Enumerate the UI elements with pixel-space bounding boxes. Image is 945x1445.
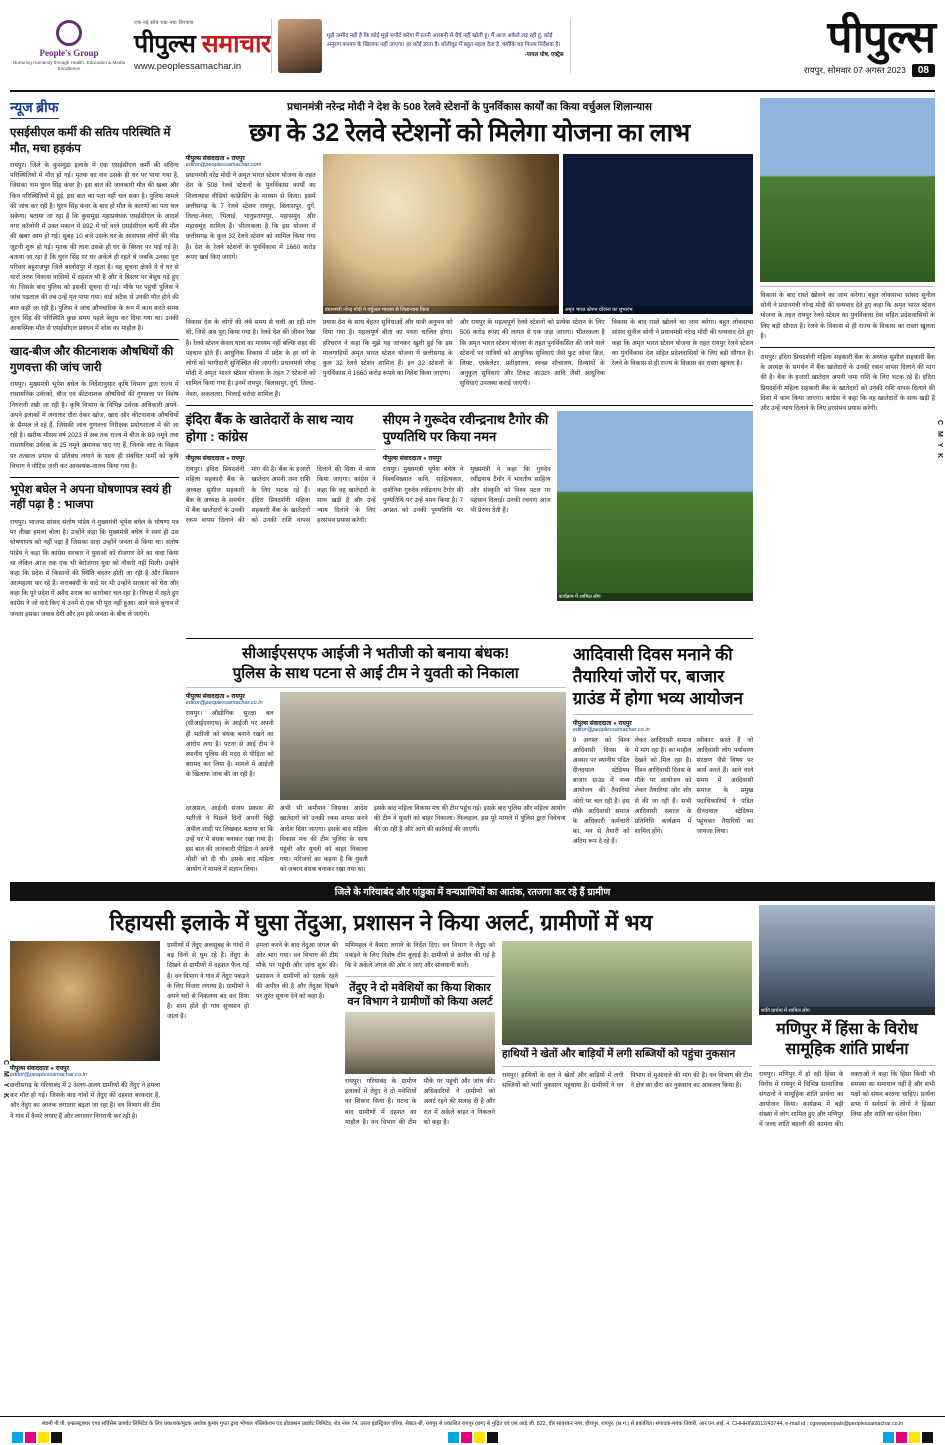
right-col-text-2: रायपुर। इंदिरा प्रियदर्शनी महिला सहकारी बैंक के अध्यक्ष सुशील सहकारी बैंक के अध्यक्ष के समर्थन में बैंक खातेदारों के उनकी रकम वापस दिलाने की मांग की है। बैंक के हजारों खातेदार अपनी जमा राशि के लिए भटक रहे हैं। इंदिरा प्रियदर्शनी महिला सहकारी बैंक के खातेदारों को उनकी राशि वापस दिलाने की दिशा में काम किया जाएगा। कांग्रेस ने कहा कि वह खातेदारों के साथ खड़ी है और उन्हें न्याय दिलाने के लिए हरसंभव प्रयास करेगी। (760, 353, 935, 412)
cyan-swatch-icon (883, 1432, 894, 1443)
indira-bank-story (186, 411, 376, 634)
cisf-byline (186, 692, 274, 700)
tagore-place: रायपुर (428, 456, 442, 463)
quote-text-wrap (327, 32, 564, 59)
divider (760, 286, 935, 287)
divider (383, 449, 551, 450)
leopard-place: रायपुर (55, 1065, 70, 1072)
brief-story-3-headline: भूपेश बघेल ने अपना घोषणापत्र स्वयं ही नहीं पढ़ा है : भाजपा (10, 483, 172, 512)
divider (186, 405, 754, 406)
lead-byline-name: पीपुल्स संवाददाता (185, 156, 225, 163)
indira-bank-headline: इंदिरा बैंक के खातेदारों के साथ न्याय होगा : कांग्रेस (185, 411, 354, 444)
cyan-swatch-icon (12, 1432, 23, 1443)
brief-story-1-text: रायपुर। जिले के कुसमुंडा इलाके में एक एसईसीएल कर्मी की संदिग्ध परिस्थितियों में मौत हो गई। मृतक का शव उसके ही घर पर पाया गया है, जिसका नाम घुरन सिंह कंवर है। इस बात की जानकारी मौत की खबर और किन परिस्थितियों में हुई, इस बात का पता नहीं चल सका है। पुलिस मामले की जांच कर रही है। घुरन सिंह कंवर के बाद हो मौत के कारणों का पता चल सकेगा। बताया जा रहा है कि कुसमुंडा महाप्रबंधक एसईसीएल के आदर्श नगर कॉलोनी में उक्त मकान में 892 में घरे वाले एसईसीएल कर्मी की मौत की खबर आम हो गई। सुबह 10 बजे उसके घर के आसपास लोगों की भीड़ जुटनी शुरू हो गई। मृतक की लाश उसके ही घर के बिस्तर पर पाई गई है। बताया जा रहा है कि घुरन सिंह पर घर अकेले ही रहते थे जबकि उनका पूरा परिवार बहुराजपुर जिले बालोदपुर में रहता है। यह सूचना क्षेत्रवे ये ये घर से चारों तरफ विकास वासियों में दहशत भी है और वे बिस्तर पर बेसुध पड़े हुए थे। जिसके बाद पुलिस को इसकी सूचना दी गई। मौके पर पहुंची पुलिस ने जांच पड़ताल की तब उन्हें मृत पाया गया। वार्ड अटैक से उनकी मौत होने की बात कही जा रही है। पुलिस ने जांच औपचारिक के रूप में काम करते समय घुरन सिंह की परिस्थिति कुछ समय पहले बेसुध कर दिया गया था। उनकी आकस्मिक मौत से एसईसीएल प्रबंधन में शोक का माहौल है। (10, 162, 179, 333)
cisf-headline-line1: सीआईएसएफ आईजी ने भतीजी को बनाया बंधक! (242, 645, 510, 663)
paper-logo (571, 12, 935, 77)
divider (186, 638, 754, 639)
leopard2-text: रायपुर। गरियाबंद के ग्रामीण इलाकों में तेंदुए ने दो मवेशियों का शिकार किया है। घटना के बाद ग्रामीणों में दहशत का माहौल है। वन विभाग की टीम मौके पर पहुंची और जांच की। अधिकारियों ने ग्रामीणों को अलर्ट रहने की सलाह दी है और रात में अकेले बाहर न निकलने को कहा है। (345, 1078, 495, 1126)
side-cmyk-left: C M Y K (2, 1060, 9, 1101)
indira-bank-byline-name: पीपुल्स संवाददाता (185, 456, 225, 463)
manipur-story (759, 905, 935, 1131)
cisf-story (186, 644, 566, 875)
tagore-photo-caption: कार्यक्रम में शामिल लोग (557, 593, 754, 601)
tagore-headline: सीएम ने गुरूदेव रवीन्द्रनाथ टैगोर की पुण्यतिथि पर किया नमन (382, 411, 549, 444)
leopard2-headline: तेंदुए ने दो मवेशियों का किया शिकार वन विभाग ने ग्रामीणों को किया अलर्ट (347, 981, 493, 1008)
byline-dot: ● (226, 456, 230, 463)
divider (186, 687, 566, 688)
cisf-col-2: दरअसल, आईजी संजय प्रकाश की भतीजी ने पिछले दिनों अपनी चिट्ठी अपील शादी पर लिखकर बताया था कि उन्हें घर में बंधक बनाकर रखा गया है। इस बात की जानकारी पीड़िता ने अपनी मौसी को दी थी। इसके बाद महिला आयोग ने मामले में संज्ञान लिया। (185, 805, 274, 874)
quote-text: मुझे उम्मीद नहीं है कि कोई मुझे सपोर्ट करेगा मैं इतनी आसानी से धैर्य नहीं खोती हूं। मैं आज अकेले लड़ रही हूं, कोई अनुराग कश्यप के खिलाफ नहीं जाएगा। हर कोई डरता है। बॉलीवुड में बहुत महत्व देता है, क्योंकि वह फिल्म निर्देशक है। (326, 33, 561, 48)
cisf-col-4: इसके बाद महिला विकास मंच की टीम पहुंच गई। इसके बाद पुलिस और महिला आयोग की टीम ने युवती को बाहर निकाला। फिलहाल, इस पूरे मामले में पुलिस द्वारा विवेचना की जा रही है और आगे की कार्रवाई की जाएगी। (373, 805, 566, 833)
cisf-email[interactable]: editor@peoplessamachar.co.in (185, 700, 263, 707)
tagore-byline (383, 454, 551, 462)
right-column (760, 98, 935, 876)
byline-dot: ● (226, 156, 230, 163)
manipur-photo-caption: शांति प्रार्थना में शामिल लोग (759, 1007, 935, 1015)
lead-place: रायपुर (231, 156, 245, 163)
tribal-place: रायपुर (618, 720, 632, 727)
lead-col-3: प्रयास देश के साथ बेहतर सुविधाओं और यात्री अनुभव को दिया गया है। महत्वपूर्ण बीता का पथरा चालित होगा। हरिचरण ने कहा कि मुझे यह जानकर खुशी हुई कि इस मालगाड़ियों अमृत भारत स्टेशन योजना में छत्तीसगढ़ के कुल 32 रेलवे स्टेशन शामिल हैं। इन 32 स्टेशनों के पुनर्विकास में 1660 करोड़ रूपये का निवेश किया जाएगा। (322, 319, 453, 378)
leopard2-photo (345, 1012, 495, 1074)
side-cmyk-right: C M Y K (936, 420, 943, 461)
lead-col-5: विकास के बाद रास्ते खोलने का जाम करेगा। बहुत लोकसभा सांसद सुनील सोनी ने प्रधानमंत्री नरेन्द्र मोदी की धन्यवाद देते हुए कहा कि अमृत भारत स्टेशन योजना के तहत रायपुर रेलवे स्टेशन का पुनर्विकास देश सहित प्रदेशवासियों के लिए बड़ी सौगात है। रेलवे के विकास से ही राज्य के विकास का रास्ता खुलता है। (611, 319, 754, 367)
divider (759, 1065, 935, 1066)
brief-story-1-headline: एसईसीएल कर्मी की सतिय परिस्थिति में मौत, मचा हड़कंप (10, 127, 171, 155)
cisf-headline-line2: पुलिस के साथ पटना से आई टीम ने युवती को निकाला (232, 664, 519, 682)
right-col-text: विकास के बाद रास्ते खोलने का जाम करेगा। बहुत लोकसभा सांसद सुनील सोनी ने प्रधानमंत्री नरेन्द्र मोदी की धन्यवाद देते हुए कहा कि अमृत भारत स्टेशन योजना के तहत रायपुर रेलवे स्टेशन का पुनर्विकास देश सहित प्रदेशवासियों के लिए बड़ी सौगात है। रेलवे के विकास से ही राज्य के विकास का रास्ता खुलता है। (760, 292, 935, 340)
manipur-text: रायपुर। मणिपुर में हो रही हिंसा के विरोध में रायपुर में विभिन्न सामाजिक संगठनों ने सामूहिक शांति प्रार्थना का आयोजन किया। कार्यक्रम में बड़ी संख्या में लोग शामिल हुए और मणिपुर में जल्द शांति बहाली की कामना की। वक्ताओं ने कहा कि हिंसा किसी भी समस्या का समाधान नहीं है और सभी पक्षों को संयम बरतना चाहिए। प्रार्थना सभा में सर्वधर्म के लोगों ने हिस्सा लिया और शांति का संदेश दिया। (759, 1070, 935, 1129)
brief-story-2-text: रायपुर। मुख्यमंत्री भूपेश बघेल के निर्देशानुसार कृषि विभाग द्वारा राज्य में रासायनिक उर्वरकों, बीज एवं कीटनाशक औषधियों की गुणवत्ता पर विशेष निगरानी रखी जा रही है। कृषि विभाग के विभिन्न उर्वरक अधिकारी अपने-अपने इलाकों में लगातार दौरा देकर खोज, खाद और कीटनाशक औषधियों के सैम्पल ले रहे हैं, जिसकी जांच गुणवत्ता निरीक्षक प्रयोगशाला में की जा रही है। खरीफ मौसम वर्ष 2023 में अब तक राज्य में बीज के 89 नमूने तथा रासायनिक उर्वरक के 25 नमूने अमानक पाए गए हैं, जिनके लाट के विक्रय पर तत्काल प्रभाव से प्रतिबंध लगाने के साथ ही संबंधित फर्मों को कृषि विभाग ने नोटिस जारी कर आवश्यक-तालव किया गया है। (10, 381, 179, 470)
magenta-swatch-icon (896, 1432, 907, 1443)
center-column (186, 98, 754, 876)
elephant-story (502, 941, 752, 1128)
cisf-byline-name: पीपुल्स संवाददाता (185, 694, 225, 701)
manipur-headline: मणिपुर में हिंसा के विरोध सामूहिक शांति प्रार्थना (776, 1020, 918, 1059)
footer (0, 1416, 945, 1445)
lead-col-4: और रायपुर के महत्वपूर्ण रेलवे स्टेशनों को प्रत्येक स्टेशन के लिए 500 करोड़ रूपए की लागत से एक जड़ा जाएगा। भीतरकला है कि अमृत भारत स्टेशन योजना के तहत पुनर्विकसित की जाने वाले स्टेशनों पर यात्रियों को आधुनिक सुविधाएं जैसे फुट ओवर ब्रिज, लिफ्ट, एस्केलेटर, प्रतीक्षालय, स्वच्छ शौचालय, दिव्यांगों के अनुकूल सुविधाएं और टिकट काउंटर आदि जैसी आधुनिक सुविधाएं उपलब्ध कराई जाएंगी। (459, 319, 605, 388)
tribal-col-1: 9 अगस्त को विश्व आदिवासी दिवस के अवसर पर स्थानीय पंडित दीनदयाल स्टेडियम बाजार ग्राउंड में भव्य आयोजन की तैयारियां जोरों पर चल रही हैं। इस मौके आदिवासी समाज के अधिकारी कर्मचारी का, मन से तैयारी को अंतिम रूप दे रहे हैं। (572, 736, 630, 846)
quote-attribution: -पायल घोष, एक्ट्रेस (524, 52, 564, 59)
indira-bank-byline (186, 454, 376, 462)
divider (573, 714, 754, 715)
news-brief-kicker: न्यूज ब्रीफ (10, 98, 59, 119)
byline-dot: ● (226, 694, 230, 701)
black-swatch-icon (487, 1432, 498, 1443)
group-name: People's Group (39, 48, 99, 59)
leopard2-story (345, 941, 495, 1128)
dateline-row (571, 64, 935, 77)
yellow-swatch-icon (909, 1432, 920, 1443)
black-swatch-icon (51, 1432, 62, 1443)
yellow-swatch-icon (474, 1432, 485, 1443)
website-url[interactable]: www.peoplessamachar.in (134, 61, 242, 72)
brief-story-3-text: रायपुर। भाजपा सांसद संतोष पांडेय ने मुख्यमंत्री भूपेश बघेल के घोषणा पत्र पर तीखा हमला बोला है। उन्होंने कहा कि मुख्यमंत्री बघेल ने स्वयं ही उस घोषणापत्र को नहीं पढ़ा है जिसका वादा उन्होंने जनता से किया था। संतोष पांडेय ने कहा कि कांग्रेस सरकार ने युवाओं को रोजगार देने का वादा किया था लेकिन आज तक एक भी बेरोजगार युवा को नौकरी नहीं मिली। उन्होंने कहा कि प्रदेश में किसानों की स्थिति बदतर होती जा रही है और किसान आत्महत्या कर रहे हैं। शराबबंदी के वादे पर भी उन्होंने सरकार को घेरा और कहा कि पूरे प्रदेश में अवैध शराब का कारोबार चल रहा है। विपक्ष में रहते हुए कांग्रेस ने जो वादे किए थे उनमें से एक भी पूरा नहीं हुआ। आने वाले चुनाव में जनता इसका जवाब देगी और हम इसे जनता के बीच ले जाएंगे। (10, 518, 179, 618)
manipur-photo (759, 905, 935, 1015)
lead-photo-caption-left: प्रधानमंत्री नरेन्द्र मोदी ने वर्चुअल माध्यम से शिलान्यास किया (323, 306, 559, 314)
lead-photo-caption-right: अमृत भारत स्टेशन योजना का शुभारंभ (563, 306, 754, 314)
leopard-byline (10, 1064, 160, 1072)
elephant-text: रायपुर। हाथियों के दल ने खेतों और बाड़ियों में लगी सब्जियों को भारी नुकसान पहुंचाया है। ग्रामीणों ने वन विभाग से मुआवजे की मांग की है। वन विभाग की टीम ने क्षेत्र का दौरा कर नुकसान का आकलन किया है। (502, 1071, 752, 1089)
elephant-headline: हाथियों ने खेतों और बाड़ियों में लगी सब्जियों को पहुंचा नुकसान (502, 1047, 736, 1060)
brief-story-2-headline: खाद-बीज और कीटनाशक औषधियों की गुणवत्ता की जांच जारी (10, 346, 174, 374)
leopard-headline: रिहायसी इलाके में घुसा तेंदुआ, प्रशासन ने किया अलर्ट, ग्रामीणों में भय (109, 909, 653, 935)
tribal-col-2: लेकर आदिवासी समाज में मांग रहा है। का माहौल देखने को मिल रहा है। विश्व आदिवासी दिवस के मौके पर आयोजन को लेकर तैयारियां जोर शोर से की जा रही हैं। सभी आदिवासी समाज के प्रतिनिधि कार्यक्रम में शामिल होंगे। (634, 736, 692, 836)
group-logo (10, 20, 128, 71)
dateline: रायपुर, सोमवार 07 अगस्त 2023 (803, 64, 906, 75)
leopard-byline-name: पीपुल्स संवाददाता (10, 1065, 49, 1072)
cmyk-right (883, 1432, 933, 1443)
cisf-col-3: अभी भी कमीशन जिसका आदेश खातेदारों को उनकी रकम वापस करने आदेश दिया जाएगा। इसके बाद महिला विकास मंच की टीम पुलिस के साथ पहुंची और युवती को बाहर निकाला गया। परिजनों का कहना है कि युवती को जबरन बंधक बनाकर रखा गया था। (279, 805, 368, 874)
brand-title-accent: समाचार (195, 30, 271, 58)
cmyk-row (12, 1432, 933, 1443)
tribal-byline-name: पीपुल्स संवाददाता (572, 720, 612, 727)
brand-title (134, 26, 271, 60)
indira-bank-place: रायपुर (231, 456, 245, 463)
page-number: 08 (912, 64, 935, 77)
tribal-email[interactable]: editor@peoplessamachar.co.in (572, 726, 650, 733)
imprint-text: स्वामी पी.पी. इन्फ्रास्ट्रक्चर एण्ड सर्विसेस प्रायवेट लिमिटेड के लिए प्रकाशक/मुद्रक अशोक कुमार गुप्ता द्वारा भोपाल पब्लिकेशन एंड प्रोडक्शन प्राइवेट लिमिटेड, शेड नंबर 74, उरला इंडस्ट्रियल एरिया, सेक्टर-बी, रायपुर से प्रकाशित रायपुर (छग) से मुद्रित एवं एस.आई.जी. 822, वीर सावरकर नगर, हीरापुर, रायपुर, (छ.ग.) से प्रकाशित। संपादक-मयंक तिवारी, आर.एन.आई. नं. CHHHIN/2012/43744, e-mail id : cgnewpeopals@peoplessamachar.co.in (41, 1421, 904, 1428)
divider (502, 1066, 752, 1067)
paper-logo-text: पीपुल्स (827, 12, 935, 62)
brand-sub: एक नई सोच एक नया विश्वास (134, 20, 194, 26)
lead-byline (186, 154, 316, 162)
tagore-story (383, 411, 754, 634)
cmyk-left (12, 1432, 62, 1443)
divider (10, 339, 179, 340)
lead-photo-podium (323, 154, 559, 314)
lead-email[interactable]: editor@peoplessamachar.com (185, 162, 262, 169)
magenta-swatch-icon (25, 1432, 36, 1443)
left-column (10, 98, 179, 876)
yellow-swatch-icon (38, 1432, 49, 1443)
divider (760, 347, 935, 348)
lead-photo-screens (563, 154, 754, 314)
section-band: जिले के गरियाबंद और पांडुका में वन्यप्राणियों का आतंक, रतजगा कर रहे हैं ग्रामीण (10, 882, 935, 901)
brand-block (128, 20, 271, 72)
byline-dot: ● (613, 720, 617, 727)
lead-col-1: प्रधानमंत्री नरेंद्र मोदी ने अमृत भारत स्टेशन योजना के तहत देश के 508 रेलवे स्टेशनों के पुनर्विकास कार्यों का शिलान्यास वीडियो कांफ्रेंसिंग के माध्यम से किया। इसमें छत्तीसगढ़ के 7 रेलवे स्टेशन रायपुर, बिलासपुर, दुर्ग, तिल्दा-नेवरा, भिलाई, भानुप्रतापपुर, महासमुंद और महासमुंद शामिल हैं। भीतरकला है कि इस योजना में छत्तीसगढ़ के कुल 32 रेलवे स्टेशन को शामिल किया गया है। देश के रेलवे स्टेशनों के पुनर्विकास में 1660 करोड़ रूपए खर्च किए जाएंगे। (185, 172, 316, 261)
tagore-byline-name: पीपुल्स संवाददाता (382, 456, 422, 463)
leopard-col-2: ग्रामीणों में तेंदुए अलसुबह के गांवों में बढ़ दिनों से घूम रहे हैं। तेंदुए के दिखने से ग्रामीणों में दहशत फैल गई है। वन विभाग ने गांव में तेंदुए पकड़ने के लिए पिंजरा लगाया है। ग्रामीणों ने अपने घरों से निकलना बंद कर दिया है। शाम होते ही गांव सुनसान हो जाता है। (167, 941, 249, 1021)
divider (10, 477, 179, 478)
divider (186, 449, 376, 450)
tribal-story (573, 644, 754, 875)
lead-overline: प्रधानमंत्री नरेन्द्र मोदी ने देश के 508 रेलवे स्टेशनों के पुनर्विकास कार्यों का किया वर्चुअल शिलान्यास (287, 101, 652, 113)
cisf-place: रायपुर (231, 694, 245, 701)
tagore-text: रायपुर। मुख्यमंत्री भूपेश बघेल ने विश्वविख्यात कवि, साहित्यकार, दार्शनिक गुरुदेव रवींद्रनाथ टैगोर की पुण्यतिथि पर उन्हें नमन किया है। 7 अगस्त को उनकी पुण्यतिथि पर मुख्यमंत्री ने कहा कि गुरुदेव रवींद्रनाथ टैगोर ने भारतीय साहित्य और संस्कृति को विश्व पटल पर पहचान दिलाई। उनकी रचनाएं आज भी प्रेरणा देती हैं। (382, 466, 551, 514)
byline-dot: ● (50, 1065, 55, 1072)
tribal-byline (573, 719, 754, 727)
tagore-photo (557, 411, 754, 601)
peoples-group-icon (56, 20, 82, 46)
byline-dot: ● (423, 456, 427, 463)
leopard-photo (10, 941, 160, 1061)
leopard-col-3: हमला करने के बाद तेंदुआ जंगल की ओर भाग गया। वन विभाग की टीम मौके पर पहुंची और जांच शुरू की। प्रशासन ने ग्रामीणों को सतर्क रहने की अपील की है और तेंदुआ दिखने पर तुरंत सूचना देने को कहा है। (256, 941, 338, 1000)
tribal-headline: आदिवासी दिवस मनाने की तैयारियां जोरों पर, बाजार ग्राउंड में होगा भव्य आयोजन (572, 645, 743, 708)
brand-title-main: पीपुल्स (134, 30, 196, 58)
main-grid (10, 98, 935, 876)
masthead (10, 6, 935, 92)
quote-box (271, 19, 571, 73)
leopard-email[interactable]: editor@peoplessamachar.co.in (10, 1071, 87, 1078)
cyan-swatch-icon (448, 1432, 459, 1443)
magenta-swatch-icon (461, 1432, 472, 1443)
lead-headline: छग के 32 रेलवे स्टेशनों को मिलेगा योजना का लाभ (249, 118, 690, 147)
lead-col-2: विकास देश के लोगों की लंबे समय से चली आ रही मांग थी, जिसे अब पूरा किया गया है। रेलवे देश की जीवन रेखा है। रेलवे स्टेशन केवल यात्रा का माध्यम नहीं बल्कि शहर की पहचान होते हैं। आधुनिक विकास में प्रदेश के हर वर्ग के लोगों को भागीदारी सुनिश्चित की जाएगी। प्रधानमंत्री नरेन्द्र मोदी ने अमृत भारत स्टेशन योजना के तहत 7 स्टेशनों को शामिल किया गया है। इनमें रायपुर, बिलासपुर, दुर्ग, तिल्दा-नेवरा, अकलतरा, भिलाई चरोदा शामिल हैं। (185, 319, 316, 398)
elephant-photo (502, 941, 752, 1045)
tribal-photo-right (760, 98, 935, 282)
divider (345, 976, 495, 977)
tribal-col-3: स्वीकार करते हैं जो आदिवासी लोग पर्यावरण संरक्षण जैसे विषय पर कार्य करते हैं। आने वाले समय में आदिवासी समाज के प्रमुख पदाधिकारियों ने पंडित दीनदयाल स्टेडियम पहुंचकर तैयारियों का जायजा लिया। (696, 736, 754, 836)
cisf-col-1: रायपुर। औद्योगिक सुरक्षा बल (सीआईएसएफ) के आईजी पर अपनी ही भतीजी को बंधक बनाने रखने का आरोप लगा है। पटना से आई टीम ने स्थानीय पुलिस की मदद से पीड़िता को बरामद कर लिया है। मामले में आईजी के खिलाफ जांच की जा रही है। (185, 710, 274, 779)
leopard-col-4: मणिमहल ने कैमरा लगाने के निर्देश दिए। वन विभाग ने तेंदुए को पकड़ने के लिए विशेष टीम बुलाई है। ग्रामीणों से अपील की गई है कि वे अकेले जंगल की ओर न जाएं और सावधानी बरतें। (345, 941, 495, 970)
quote-portrait (278, 19, 322, 73)
cmyk-center (448, 1432, 498, 1443)
leopard-col-1: छत्तीसगढ़ के गरियाबंद में 2 अलग-अलग ग्रामीणों की तेंदुए ने हमला कर मौत हो गई। जिसके बाद गांवों में तेंदुए की दहशत बरकरार है, और तेंदुए का आतंक लगातार बढ़ता जा रहा है। वन विभाग की टीम ने गांव में कैमरे लगाए हैं और लगातार निगरानी कर रही है। (10, 1081, 160, 1120)
leopard-package (10, 905, 752, 1131)
black-swatch-icon (922, 1432, 933, 1443)
indira-bank-text: रायपुर। इंदिरा प्रियदर्शनी महिला सहकारी बैंक के अध्यक्ष सुशील सहकारी बैंक के अध्यक्ष के समर्थन में बैंक खातेदारों के उनकी रकम वापस दिलाने की मांग की है। बैंक के हजारों खातेदार अपनी जमा राशि के लिए भटक रहे हैं। इंदिरा प्रियदर्शनी महिला सहकारी बैंक के खातेदारों को उनकी राशि वापस दिलाने की दिशा में काम किया जाएगा। कांग्रेस ने कहा कि वह खातेदारों के साथ खड़ी है और उन्हें न्याय दिलाने के लिए हरसंभव प्रयास करेगी। (185, 466, 376, 525)
group-tagline: Nurturing Humanity through Health, Education & Media Excellence (12, 60, 126, 71)
cisf-photo (280, 692, 566, 800)
